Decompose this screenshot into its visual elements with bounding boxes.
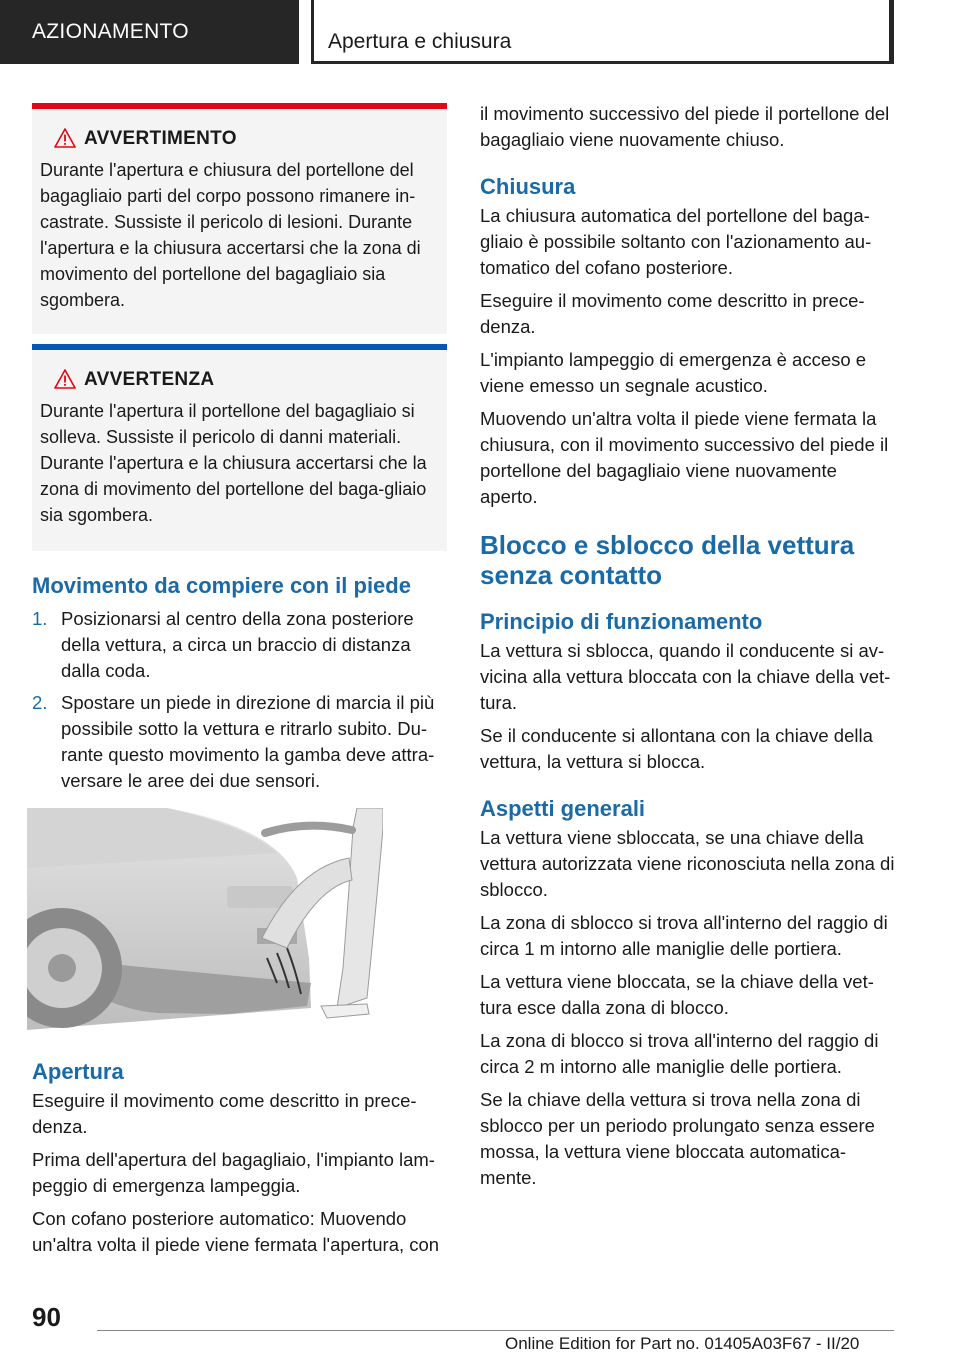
step-text: Posizionarsi al centro della zona posteriore della vettura, a circa un braccio di distanza dalla coda. bbox=[61, 608, 414, 681]
header-section-tab: AZIONAMENTO bbox=[0, 0, 299, 64]
movimento-heading: Movimento da compiere con il piede bbox=[32, 573, 411, 598]
warning-text: Durante l'apertura e chiusura del portellone del bagagliaio parti del corpo possono rimanere in-castrate. Sussiste il pericolo di lesioni. Durante l'apertura e la chiusura accertarsi che la zona di movimento del portellone del bagagliaio sia sgombera. bbox=[40, 160, 421, 310]
foot-gesture-illustration bbox=[27, 808, 383, 1030]
paragraph: Prima dell'apertura del bagagliaio, l'impianto lam-peggio di emergenza lampeggia. bbox=[32, 1149, 435, 1196]
apertura-heading: Apertura bbox=[32, 1059, 124, 1084]
header-topic-tab bbox=[311, 0, 894, 64]
paragraph: La vettura viene bloccata, se la chiave della vet-tura esce dalla zona di blocco. bbox=[480, 971, 874, 1018]
aspetti-heading: Aspetti generali bbox=[480, 796, 646, 821]
paragraph: Se il conducente si allontana con la chiave della vettura, la vettura si blocca. bbox=[480, 725, 873, 772]
blocco-heading: Blocco e sblocco della vettura senza contatto bbox=[480, 530, 855, 590]
warning-box bbox=[32, 103, 447, 334]
warning-heading bbox=[40, 125, 439, 153]
right-column bbox=[480, 101, 896, 1198]
page-number: 90 bbox=[32, 1302, 61, 1332]
notice-text: Durante l'apertura il portellone del bagagliaio si solleva. Sussiste il pericolo di danni materiali. Durante l'apertura e la chiusura accertarsi che la zona di movimento del portellone del baga-gliaio sia sgombera. bbox=[40, 401, 427, 525]
step-item bbox=[32, 690, 447, 794]
paragraph: Eseguire il movimento come descritto in prece-denza. bbox=[32, 1090, 417, 1137]
apertura-section bbox=[32, 1058, 447, 1265]
paragraph: Se la chiave della vettura si trova nella zona di sblocco per un periodo prolungato senza essere mossa, la vettura viene bloccata automatica-mente. bbox=[480, 1089, 875, 1188]
notice-title: AVVERTENZA bbox=[84, 369, 215, 390]
step-number: 1. bbox=[32, 608, 48, 629]
notice-heading bbox=[40, 366, 439, 394]
paragraph: La zona di blocco si trova all'interno del raggio di circa 2 m intorno alle maniglie delle portiera. bbox=[480, 1030, 879, 1077]
step-item bbox=[32, 606, 447, 684]
footer-edition: Online Edition for Part no. 01405A03F67 - II/20 bbox=[505, 1334, 860, 1353]
paragraph: La zona di sblocco si trova all'interno del raggio di circa 1 m intorno alle maniglie delle portiera. bbox=[480, 912, 888, 959]
warning-title: AVVERTIMENTO bbox=[84, 128, 237, 149]
paragraph: L'impianto lampeggio di emergenza è acceso e viene emesso un segnale acustico. bbox=[480, 349, 867, 396]
warning-triangle-icon bbox=[54, 369, 76, 389]
movimento-section bbox=[32, 572, 447, 800]
header-topic-title: Apertura e chiusura bbox=[314, 0, 889, 61]
paragraph: il movimento successivo del piede il portellone del bagagliaio viene nuovamente chiuso. bbox=[480, 103, 890, 150]
paragraph: La vettura si sblocca, quando il conducente si av-vicina alla vettura bloccata con la chiave della vet-tura. bbox=[480, 640, 891, 713]
paragraph: La chiusura automatica del portellone del baga-gliaio è possibile soltanto con l'azionamento au-tomatico del cofano posteriore. bbox=[480, 205, 872, 278]
step-number: 2. bbox=[32, 692, 48, 713]
paragraph: Eseguire il movimento come descritto in prece-denza. bbox=[480, 290, 865, 337]
step-text: Spostare un piede in direzione di marcia il più possibile sotto la vettura e ritrarlo subito. Du-rante questo movimento la gamba deve attra-versare le aree dei due sensori. bbox=[61, 692, 435, 791]
warning-triangle-icon bbox=[54, 128, 76, 148]
principio-heading: Principio di funzionamento bbox=[480, 609, 763, 634]
notice-box bbox=[32, 344, 447, 551]
chiusura-heading: Chiusura bbox=[480, 174, 576, 199]
footer-divider bbox=[97, 1330, 894, 1331]
paragraph: Muovendo un'altra volta il piede viene fermata la chiusura, con il movimento successivo del piede il portellone del bagagliaio viene nuovamente aperto. bbox=[480, 408, 889, 507]
paragraph: Con cofano posteriore automatico: Muovendo un'altra volta il piede viene fermata l'apertura, con bbox=[32, 1208, 440, 1255]
paragraph: La vettura viene sbloccata, se una chiave della vettura autorizzata viene riconosciuta nella zona di sblocco. bbox=[480, 827, 895, 900]
